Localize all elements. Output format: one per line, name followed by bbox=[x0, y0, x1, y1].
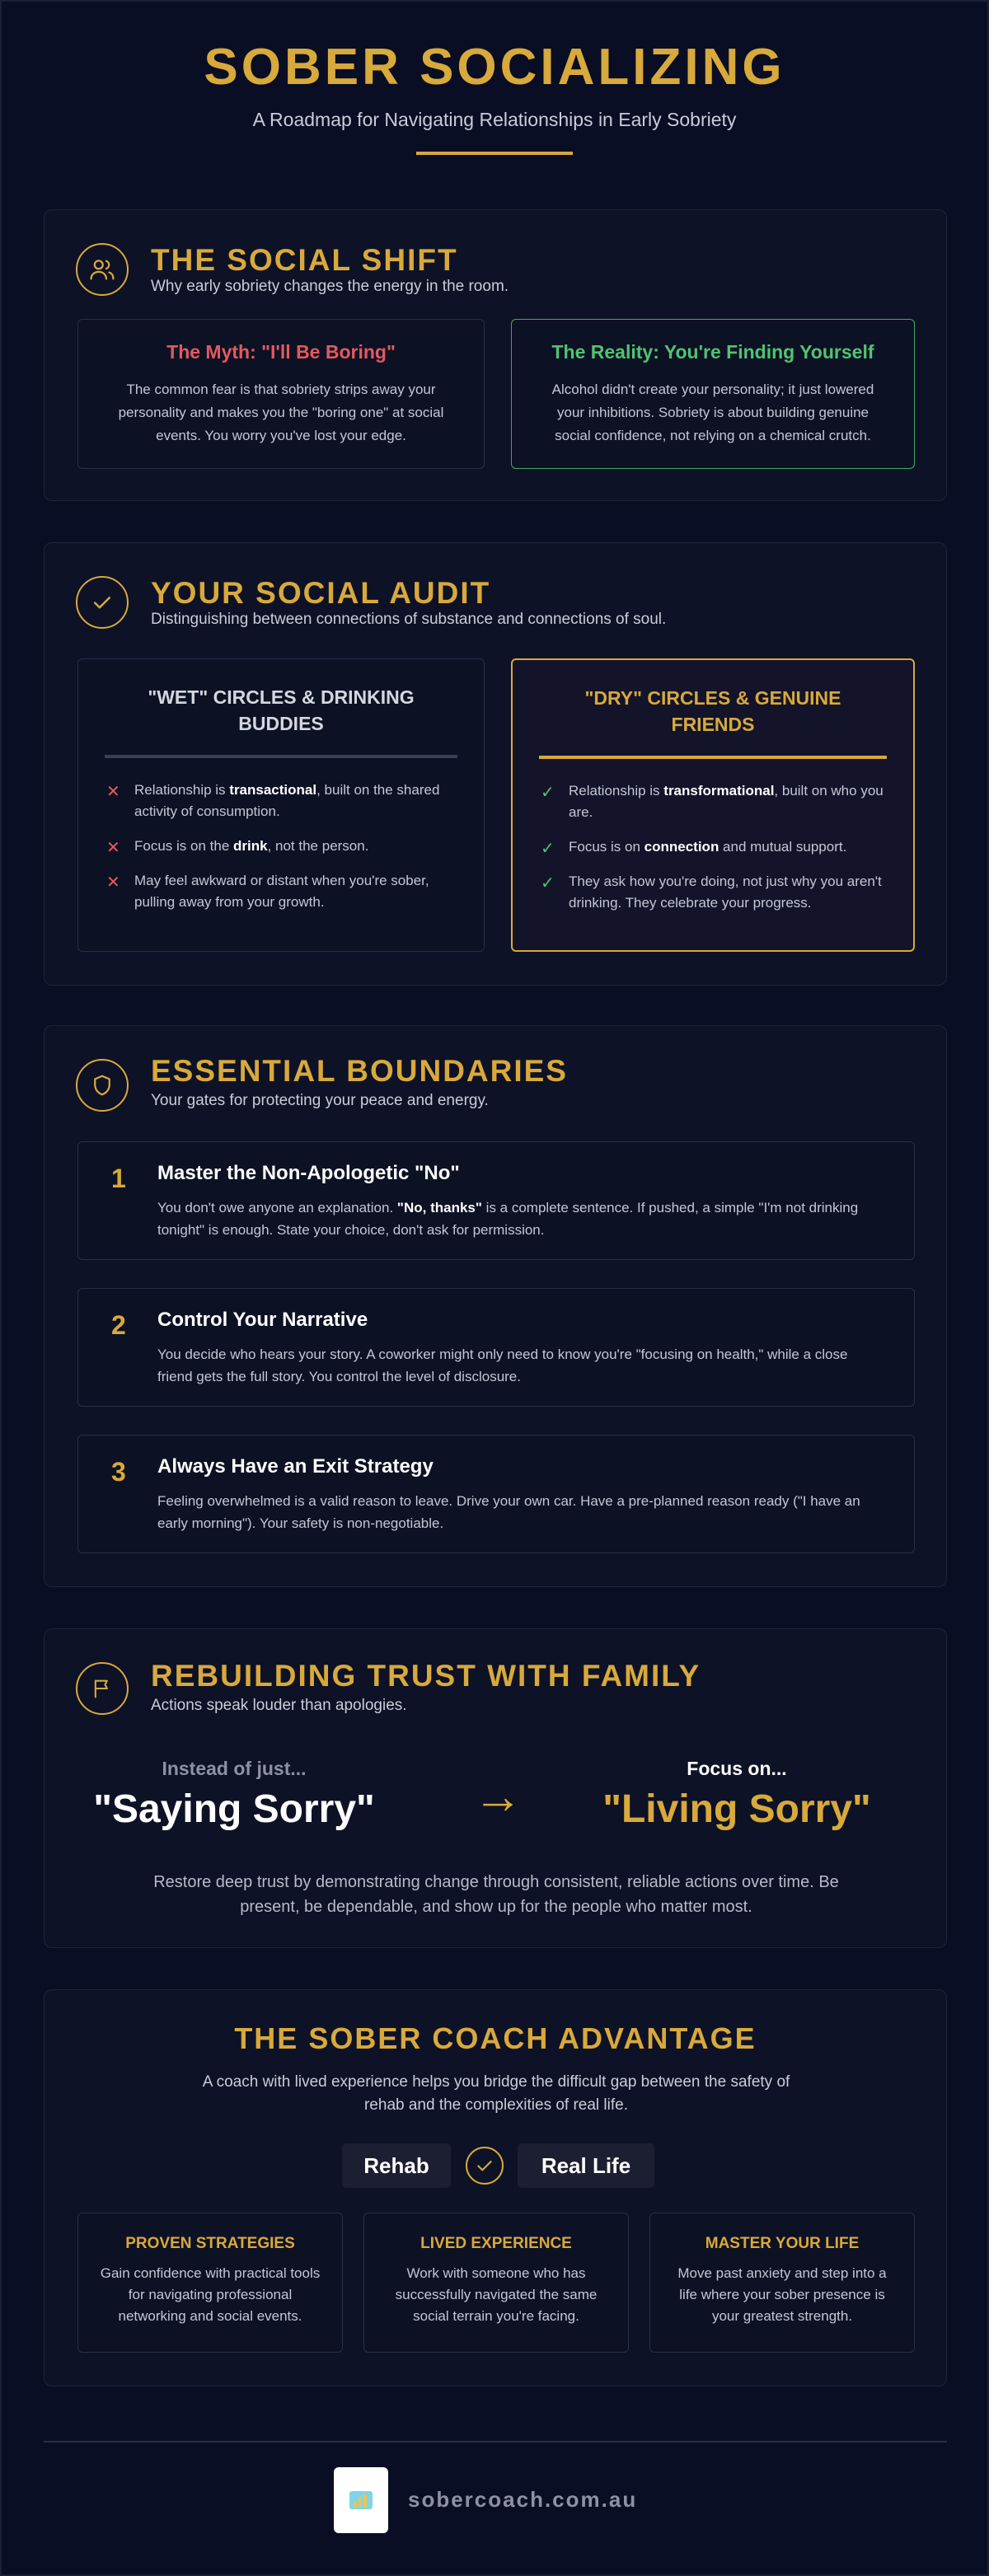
trust-text: Restore deep trust by demonstrating change through consistent, reliable actions over time. Be present, be dependable, and show up for the people who matter most. bbox=[153, 1873, 839, 1916]
step-title: Master the Non-Apologetic "No" bbox=[157, 1162, 460, 1184]
focus-value: "Living Sorry" bbox=[602, 1787, 871, 1831]
advantage-card bbox=[77, 2213, 343, 2353]
x-icon: ✕ bbox=[106, 783, 120, 801]
coach-text: A coach with lived experience helps you bridge the difficult gap between the safety of rehab and the complexities of real life. bbox=[202, 2073, 790, 2114]
advantage-card bbox=[649, 2213, 915, 2353]
dry-list bbox=[539, 780, 888, 914]
social-shift-section bbox=[44, 209, 947, 501]
list-item: ✕ Relationship is transactional, built on the shared activity of consumption. bbox=[106, 782, 440, 819]
advantage-text: Move past anxiety and step into a life where your sober presence is your greatest strength. bbox=[677, 2265, 887, 2324]
reality-text: Alcohol didn't create your personality; it just lowered your inhibitions. Sobriety is about building genuine social confidence, not relying on a chemical crutch. bbox=[551, 382, 874, 443]
page-title: SOBER SOCIALIZING bbox=[204, 39, 785, 96]
list-item: ✓ They ask how you're doing, not just why you aren't drinking. They celebrate your progress. bbox=[541, 873, 882, 911]
section-subtitle: Distinguishing between connections of substance and connections of soul. bbox=[151, 611, 667, 628]
myth-title: The Myth: "I'll Be Boring" bbox=[166, 341, 396, 363]
footer-link[interactable]: sobercoach.com.au bbox=[408, 2487, 638, 2512]
reality-title: The Reality: You're Finding Yourself bbox=[551, 341, 874, 363]
check-icon: ✓ bbox=[541, 840, 555, 858]
dry-title: "DRY" CIRCLES & GENUINE FRIENDS bbox=[584, 687, 841, 735]
trust-section bbox=[44, 1628, 947, 1948]
advantage-text: Gain confidence with practical tools for navigating professional networking and social events. bbox=[100, 2265, 321, 2324]
list-item: ✕ May feel awkward or distant when you're sober, pulling away from your growth. bbox=[106, 873, 429, 910]
section-title: REBUILDING TRUST WITH FAMILY bbox=[151, 1659, 701, 1693]
step-number: 2 bbox=[111, 1310, 126, 1340]
instead-label: Instead of just... bbox=[162, 1758, 307, 1779]
users-icon bbox=[76, 243, 129, 296]
list-item: ✕ Focus is on the drink, not the person. bbox=[106, 838, 369, 857]
boundary-step bbox=[77, 1141, 915, 1260]
wet-list bbox=[105, 780, 459, 913]
social-audit-section bbox=[44, 542, 947, 986]
logo-icon[interactable] bbox=[334, 2467, 388, 2533]
check-icon: ✓ bbox=[541, 874, 555, 892]
x-icon: ✕ bbox=[106, 839, 120, 857]
myth-box bbox=[77, 319, 485, 469]
boundary-step bbox=[77, 1435, 915, 1553]
instead-block bbox=[77, 1758, 391, 1832]
title-divider bbox=[416, 152, 573, 155]
flag-icon bbox=[76, 1662, 129, 1715]
step-text: You decide who hears your story. A coworker might only need to know you're "focusing on health," while a close friend gets the full story. You control the level of disclosure. bbox=[157, 1347, 848, 1384]
check-circle-icon bbox=[466, 2147, 504, 2185]
step-number: 1 bbox=[111, 1164, 126, 1193]
wet-title: "WET" CIRCLES & DRINKING BUDDIES bbox=[148, 686, 415, 734]
page-subtitle: A Roadmap for Navigating Relationships in Early Sobriety bbox=[252, 109, 737, 130]
section-title: THE SOCIAL SHIFT bbox=[151, 243, 458, 277]
page-header bbox=[2, 2, 987, 191]
focus-label: Focus on... bbox=[687, 1758, 787, 1779]
advantage-title: MASTER YOUR LIFE bbox=[705, 2235, 860, 2252]
footer-divider bbox=[44, 2441, 947, 2443]
dry-divider bbox=[539, 756, 887, 759]
boundaries-section bbox=[44, 1025, 947, 1587]
instead-value: "Saying Sorry" bbox=[93, 1787, 375, 1831]
shield-icon bbox=[76, 1059, 129, 1112]
reality-box bbox=[511, 319, 915, 469]
check-icon: ✓ bbox=[541, 784, 555, 802]
step-text: Feeling overwhelmed is a valid reason to leave. Drive your own car. Have a pre-planned reason ready ("I have an early morning"). Your safety is non-negotiable. bbox=[157, 1493, 860, 1531]
wet-circles-box bbox=[77, 658, 485, 952]
footer bbox=[44, 2441, 947, 2573]
focus-block bbox=[580, 1758, 893, 1832]
advantage-title: PROVEN STRATEGIES bbox=[125, 2235, 295, 2252]
pill-rehab: Rehab bbox=[342, 2143, 451, 2188]
arrow-right-icon: → bbox=[473, 1768, 523, 1824]
section-title: ESSENTIAL BOUNDARIES bbox=[151, 1054, 568, 1088]
x-icon: ✕ bbox=[106, 873, 120, 892]
coach-section bbox=[44, 1989, 947, 2386]
wet-divider bbox=[105, 755, 457, 758]
advantage-card bbox=[363, 2213, 629, 2353]
boundary-step bbox=[77, 1288, 915, 1407]
step-title: Always Have an Exit Strategy bbox=[157, 1455, 434, 1478]
advantage-title: LIVED EXPERIENCE bbox=[420, 2235, 572, 2252]
step-number: 3 bbox=[111, 1457, 126, 1487]
section-subtitle: Your gates for protecting your peace and energy. bbox=[151, 1092, 489, 1109]
check-circle-icon bbox=[76, 576, 129, 629]
section-title: THE SOBER COACH ADVANTAGE bbox=[234, 2021, 757, 2055]
section-subtitle: Actions speak louder than apologies. bbox=[151, 1697, 407, 1714]
list-item: ✓ Relationship is transformational, built on who you are. bbox=[541, 783, 884, 820]
section-title: YOUR SOCIAL AUDIT bbox=[151, 576, 491, 610]
step-text: You don't owe anyone an explanation. "No, thanks" is a complete sentence. If pushed, a simple "I'm not drinking tonight" is enough. State your choice, don't ask for permission. bbox=[157, 1200, 859, 1238]
advantage-text: Work with someone who has successfully navigated the same social terrain you're facing. bbox=[395, 2265, 598, 2324]
myth-text: The common fear is that sobriety strips away your personality and makes you the "boring one" at social events. You worry you've lost your edge. bbox=[118, 382, 444, 443]
step-title: Control Your Narrative bbox=[157, 1309, 368, 1331]
dry-circles-box bbox=[511, 658, 915, 952]
section-subtitle: Why early sobriety changes the energy in the room. bbox=[151, 278, 509, 295]
list-item: ✓ Focus is on connection and mutual support. bbox=[541, 839, 847, 858]
pill-real-life: Real Life bbox=[518, 2143, 654, 2188]
